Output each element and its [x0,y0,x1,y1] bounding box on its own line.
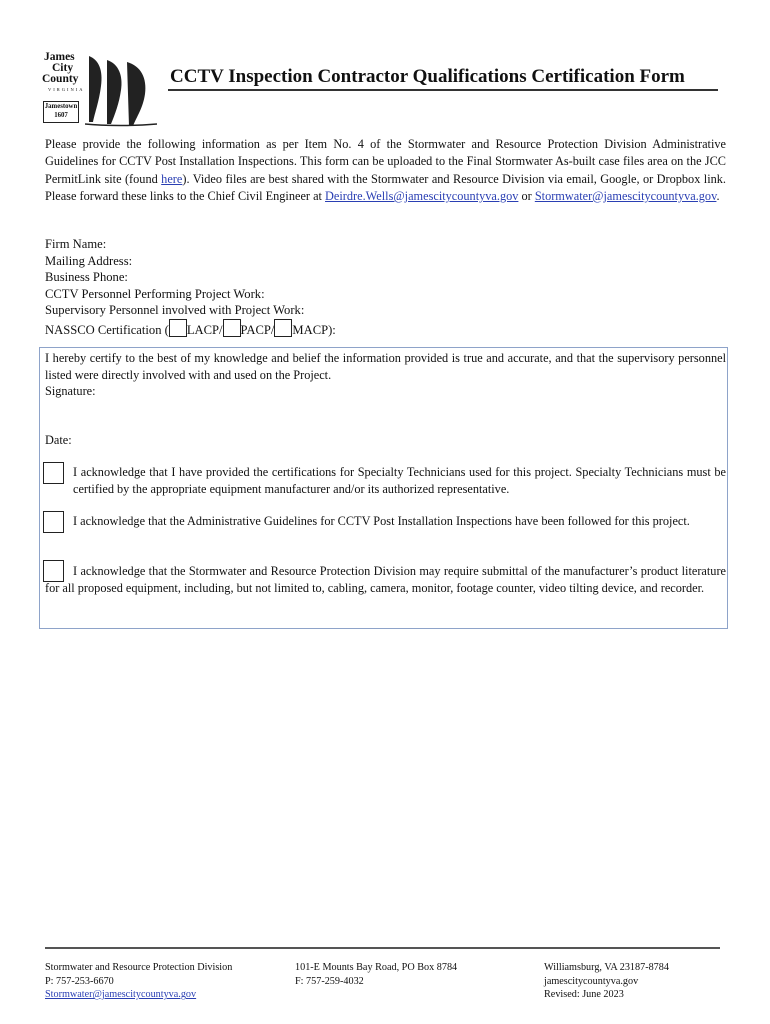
pacp-checkbox[interactable] [223,319,241,337]
permitlink-here-link[interactable]: here [161,171,183,186]
cctv-personnel-field[interactable]: CCTV Personnel Performing Project Work: [45,286,265,301]
date-field[interactable]: Date: [45,433,72,447]
jamestown-badge [43,101,79,123]
ack-specialty-checkbox[interactable] [43,462,64,484]
nassco-label: NASSCO Certification ( [45,322,169,337]
footer-division-name: Stormwater and Resource Protection Division [45,962,233,973]
badge-line1: Jamestown [44,103,78,110]
intro-or: or [518,188,535,203]
footer-division [45,961,232,1002]
ack-specialty-text: I acknowledge that I have provided the certifications for Specialty Technicians used for this project. Specialty Technicians must be certified by the appropriate equipment manufacturer and/or its authorized representative. [73,465,726,497]
certification-statement: I hereby certify to the best of my knowledge and belief the information provided is true and accurate, and that the supervisory personnel listed were directly involved with and used on the Project. [45,351,726,383]
logo-text-state: VIRGINIA [48,87,85,92]
form-title: CCTV Inspection Contractor Qualifications Certification Form [170,66,685,87]
logo-text-james: James [44,51,75,63]
macp-checkbox[interactable] [274,319,292,337]
footer-address [295,961,457,988]
mailing-address-field[interactable]: Mailing Address: [45,253,133,268]
footer-street: 101-E Mounts Bay Road, PO Box 8784 [295,962,458,973]
ack-literature-text: I acknowledge that the Stormwater and Resource Protection Division may require submittal of the manufacturer’s product literature for all proposed equipment, including, but not limited to, cabling, camera, monitor, footage counter, video tilting device, and recorder. [45,564,726,596]
footer-fax: F: 757-259-4032 [295,975,364,987]
ack-guidelines-text: I acknowledge that the Administrative Guidelines for CCTV Post Installation Inspections have been followed for this project. [73,514,690,528]
contractor-fields [45,236,336,339]
footer-city [544,961,669,1002]
pacp-label: PACP/ [240,322,275,337]
footer-city-zip: Williamsburg, VA 23187-8784 [544,962,669,973]
ack-guidelines-checkbox[interactable] [43,511,64,533]
lacp-checkbox[interactable] [169,319,187,337]
logo-text-city: City [52,62,74,74]
footer-divider [45,947,720,949]
email-link-deirdre[interactable]: Deirdre.Wells@jamescitycountyva.gov [325,188,519,203]
macp-label: MACP): [292,322,336,337]
intro-text-2: ). Video files are best shared with the Stormwater and Resource Division via email, Google, or Dropbox link. Please forward these links to the Chief Civil Engineer at [45,171,726,203]
title-underline [168,89,718,91]
nassco-certification-row [45,319,336,339]
logo-text-county: County [42,73,79,85]
footer-website: jamescitycountyva.gov [544,975,639,987]
footer-email-link[interactable]: Stormwater@jamescitycountyva.gov [45,989,197,1001]
footer-revised: Revised: June 2023 [544,989,624,1001]
email-link-stormwater[interactable]: Stormwater@jamescitycountyva.gov [534,188,717,203]
badge-line2: 1607 [54,112,68,119]
firm-name-field[interactable]: Firm Name: [45,237,107,251]
signature-field[interactable]: Signature: [45,384,96,398]
lacp-label: LACP/ [186,322,223,337]
footer-phone: P: 757-253-6670 [45,975,114,987]
intro-paragraph [45,136,726,205]
business-phone-field[interactable]: Business Phone: [45,270,128,285]
supervisory-personnel-field[interactable]: Supervisory Personnel involved with Project Work: [45,303,305,318]
ships-sails-icon [85,50,157,128]
intro-text-1: Please provide the following information as per Item No. 4 of the Stormwater and Resource Protection Division Administrative Guidelines for CCTV Post Installation Inspections. This form can be uploaded to the Final Stormwater As-built case files area on the JCC PermitLink site (found [45,137,726,186]
intro-end: . [716,188,720,203]
county-logo [40,50,158,128]
